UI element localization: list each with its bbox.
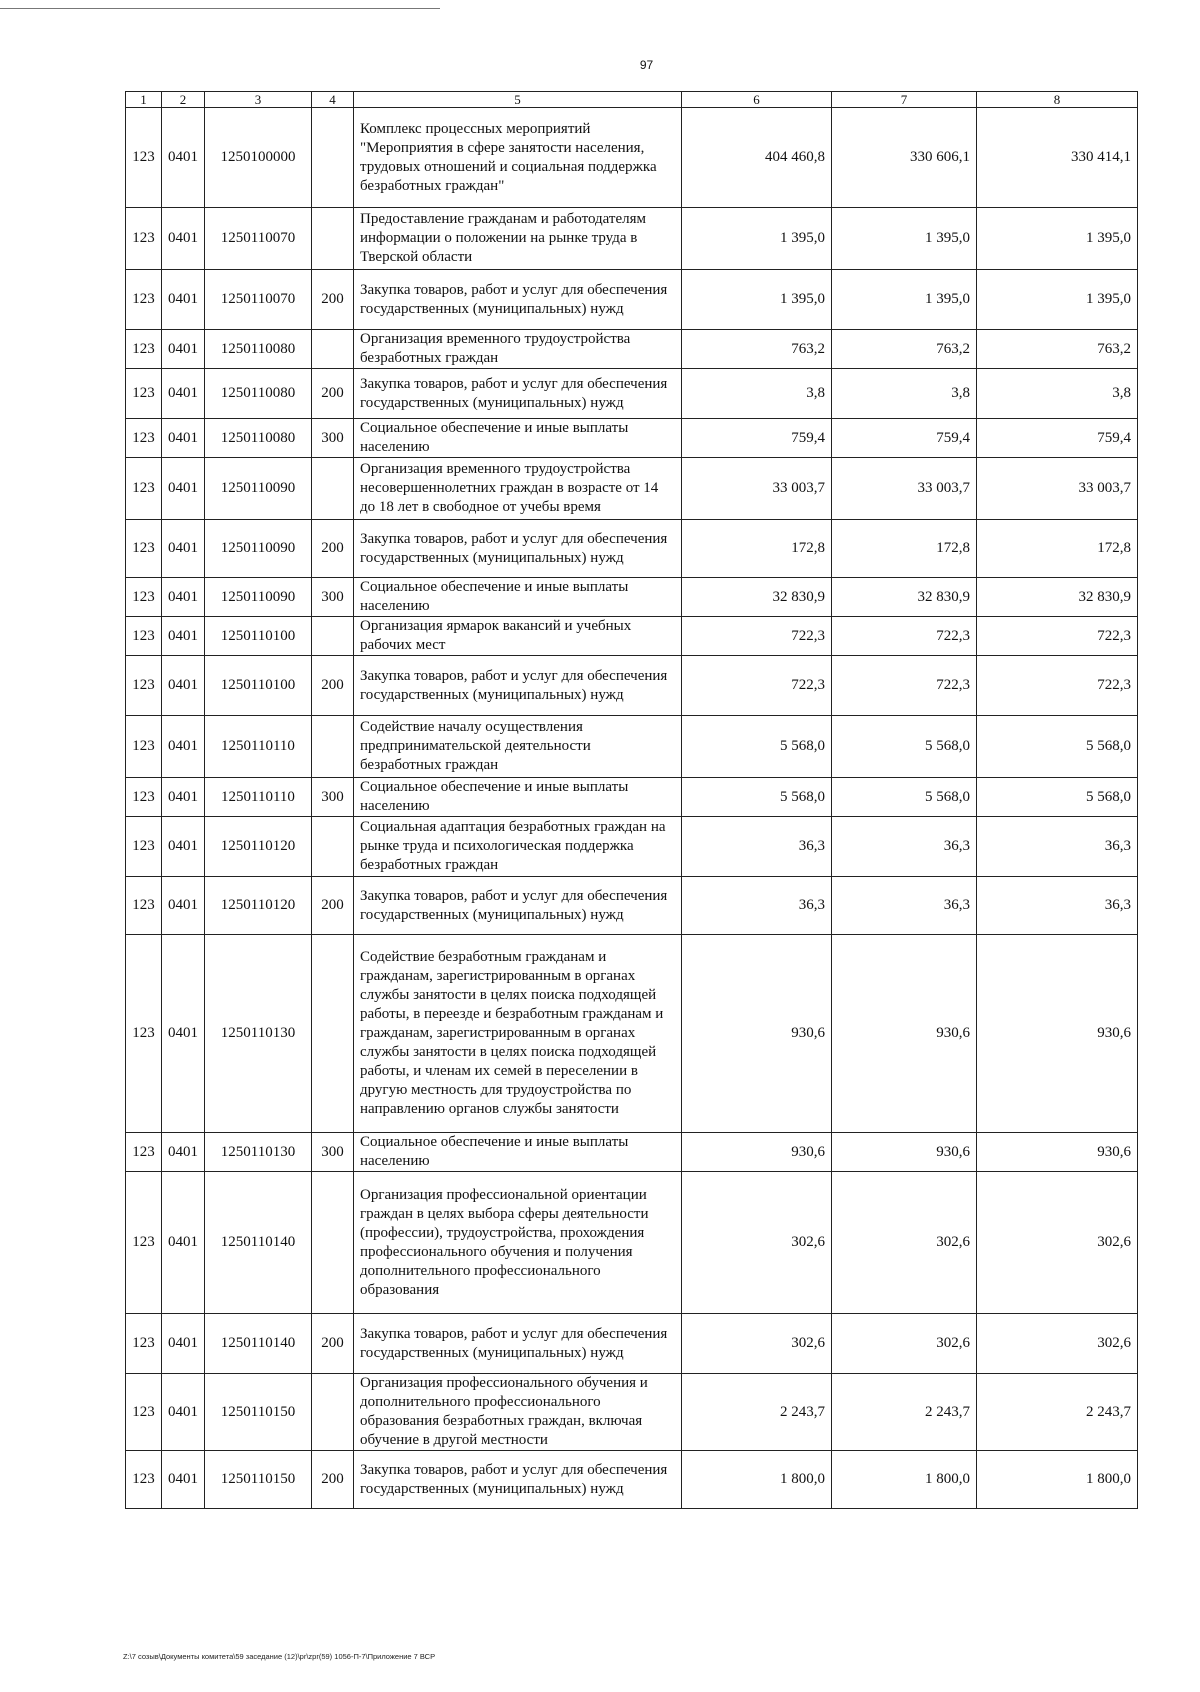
amount-col7-cell: 763,2 bbox=[832, 330, 977, 369]
section-code-cell: 0401 bbox=[162, 578, 205, 617]
target-article-cell: 1250110140 bbox=[205, 1314, 312, 1374]
expense-type-cell: 200 bbox=[312, 656, 354, 716]
column-header: 5 bbox=[354, 92, 682, 108]
table-row bbox=[126, 419, 1138, 458]
amount-col8-cell: 930,6 bbox=[977, 1133, 1138, 1172]
table-row bbox=[126, 1451, 1138, 1509]
table-row bbox=[126, 935, 1138, 1133]
amount-col8-cell: 5 568,0 bbox=[977, 716, 1138, 778]
amount-col7-cell: 32 830,9 bbox=[832, 578, 977, 617]
amount-col6-cell: 5 568,0 bbox=[682, 716, 832, 778]
amount-col7-cell: 302,6 bbox=[832, 1172, 977, 1314]
amount-col6-cell: 302,6 bbox=[682, 1314, 832, 1374]
amount-col8-cell: 302,6 bbox=[977, 1314, 1138, 1374]
expense-type-cell bbox=[312, 458, 354, 520]
description-cell: Социальное обеспечение и иные выплаты населению bbox=[354, 578, 682, 617]
table-row bbox=[126, 369, 1138, 419]
expense-type-cell: 200 bbox=[312, 1314, 354, 1374]
description-cell: Закупка товаров, работ и услуг для обеспечения государственных (муниципальных) нужд bbox=[354, 1451, 682, 1509]
amount-col8-cell: 36,3 bbox=[977, 877, 1138, 935]
target-article-cell: 1250110110 bbox=[205, 778, 312, 817]
table-row bbox=[126, 778, 1138, 817]
column-header: 6 bbox=[682, 92, 832, 108]
description-cell: Социальное обеспечение и иные выплаты населению bbox=[354, 419, 682, 458]
amount-col6-cell: 172,8 bbox=[682, 520, 832, 578]
code-cell: 123 bbox=[126, 1172, 162, 1314]
expense-type-cell: 300 bbox=[312, 1133, 354, 1172]
expense-type-cell: 200 bbox=[312, 1451, 354, 1509]
amount-col6-cell: 302,6 bbox=[682, 1172, 832, 1314]
table-row bbox=[126, 520, 1138, 578]
amount-col8-cell: 1 395,0 bbox=[977, 270, 1138, 330]
expense-type-cell bbox=[312, 208, 354, 270]
target-article-cell: 1250110080 bbox=[205, 369, 312, 419]
column-header: 2 bbox=[162, 92, 205, 108]
section-code-cell: 0401 bbox=[162, 520, 205, 578]
table-row bbox=[126, 270, 1138, 330]
target-article-cell: 1250100000 bbox=[205, 108, 312, 208]
amount-col6-cell: 36,3 bbox=[682, 877, 832, 935]
code-cell: 123 bbox=[126, 578, 162, 617]
code-cell: 123 bbox=[126, 1314, 162, 1374]
target-article-cell: 1250110080 bbox=[205, 419, 312, 458]
code-cell: 123 bbox=[126, 330, 162, 369]
section-code-cell: 0401 bbox=[162, 1314, 205, 1374]
code-cell: 123 bbox=[126, 778, 162, 817]
amount-col6-cell: 2 243,7 bbox=[682, 1374, 832, 1451]
amount-col6-cell: 759,4 bbox=[682, 419, 832, 458]
amount-col8-cell: 36,3 bbox=[977, 817, 1138, 877]
description-cell: Социальное обеспечение и иные выплаты населению bbox=[354, 778, 682, 817]
description-cell: Содействие началу осуществления предпринимательской деятельности безработных граждан bbox=[354, 716, 682, 778]
amount-col7-cell: 930,6 bbox=[832, 935, 977, 1133]
section-code-cell: 0401 bbox=[162, 716, 205, 778]
expense-type-cell bbox=[312, 1374, 354, 1451]
target-article-cell: 1250110130 bbox=[205, 935, 312, 1133]
table-row bbox=[126, 578, 1138, 617]
amount-col7-cell: 759,4 bbox=[832, 419, 977, 458]
table-row bbox=[126, 817, 1138, 877]
code-cell: 123 bbox=[126, 369, 162, 419]
amount-col8-cell: 722,3 bbox=[977, 617, 1138, 656]
table-row bbox=[126, 1374, 1138, 1451]
amount-col6-cell: 763,2 bbox=[682, 330, 832, 369]
table-row bbox=[126, 617, 1138, 656]
amount-col6-cell: 1 395,0 bbox=[682, 208, 832, 270]
amount-col8-cell: 722,3 bbox=[977, 656, 1138, 716]
amount-col6-cell: 5 568,0 bbox=[682, 778, 832, 817]
description-cell: Содействие безработным гражданам и гражданам, зарегистрированным в органах службы занятости в целях поиска подходящей работы, в переезде и безработным гражданам и гражданам, зарегистрированным в органах службы занятости в целях поиска подходящей работы, и членам их семей в переселении в другую местность для трудоустройства по направлению органов службы занятости bbox=[354, 935, 682, 1133]
amount-col7-cell: 33 003,7 bbox=[832, 458, 977, 520]
target-article-cell: 1250110100 bbox=[205, 656, 312, 716]
section-code-cell: 0401 bbox=[162, 935, 205, 1133]
column-number-row bbox=[126, 92, 1138, 108]
section-code-cell: 0401 bbox=[162, 270, 205, 330]
amount-col8-cell: 33 003,7 bbox=[977, 458, 1138, 520]
amount-col7-cell: 36,3 bbox=[832, 817, 977, 877]
table-row bbox=[126, 656, 1138, 716]
section-code-cell: 0401 bbox=[162, 1451, 205, 1509]
description-cell: Организация временного трудоустройства безработных граждан bbox=[354, 330, 682, 369]
amount-col6-cell: 930,6 bbox=[682, 1133, 832, 1172]
amount-col6-cell: 722,3 bbox=[682, 617, 832, 656]
file-path-footer: Z:\7 созыв\Документы комитета\59 заседание (12)\pr\zpr(59) 1056-П-7\Приложение 7 ВСР bbox=[123, 1652, 436, 1661]
expense-type-cell bbox=[312, 617, 354, 656]
amount-col8-cell: 172,8 bbox=[977, 520, 1138, 578]
expense-type-cell bbox=[312, 330, 354, 369]
section-code-cell: 0401 bbox=[162, 458, 205, 520]
target-article-cell: 1250110150 bbox=[205, 1451, 312, 1509]
description-cell: Организация профессионального обучения и дополнительного профессионального образования безработных граждан, включая обучение в другой местности bbox=[354, 1374, 682, 1451]
target-article-cell: 1250110070 bbox=[205, 270, 312, 330]
expense-type-cell: 300 bbox=[312, 419, 354, 458]
code-cell: 123 bbox=[126, 877, 162, 935]
amount-col7-cell: 1 395,0 bbox=[832, 208, 977, 270]
expense-type-cell: 300 bbox=[312, 578, 354, 617]
table-row bbox=[126, 330, 1138, 369]
description-cell: Закупка товаров, работ и услуг для обеспечения государственных (муниципальных) нужд bbox=[354, 369, 682, 419]
target-article-cell: 1250110080 bbox=[205, 330, 312, 369]
column-header: 1 bbox=[126, 92, 162, 108]
target-article-cell: 1250110130 bbox=[205, 1133, 312, 1172]
amount-col8-cell: 2 243,7 bbox=[977, 1374, 1138, 1451]
amount-col8-cell: 302,6 bbox=[977, 1172, 1138, 1314]
amount-col8-cell: 763,2 bbox=[977, 330, 1138, 369]
section-code-cell: 0401 bbox=[162, 1374, 205, 1451]
amount-col7-cell: 5 568,0 bbox=[832, 778, 977, 817]
target-article-cell: 1250110120 bbox=[205, 817, 312, 877]
code-cell: 123 bbox=[126, 716, 162, 778]
target-article-cell: 1250110090 bbox=[205, 578, 312, 617]
code-cell: 123 bbox=[126, 1374, 162, 1451]
code-cell: 123 bbox=[126, 419, 162, 458]
section-code-cell: 0401 bbox=[162, 108, 205, 208]
amount-col7-cell: 3,8 bbox=[832, 369, 977, 419]
amount-col6-cell: 32 830,9 bbox=[682, 578, 832, 617]
target-article-cell: 1250110090 bbox=[205, 458, 312, 520]
amount-col8-cell: 5 568,0 bbox=[977, 778, 1138, 817]
amount-col6-cell: 36,3 bbox=[682, 817, 832, 877]
description-cell: Закупка товаров, работ и услуг для обеспечения государственных (муниципальных) нужд bbox=[354, 520, 682, 578]
expense-type-cell: 200 bbox=[312, 270, 354, 330]
target-article-cell: 1250110090 bbox=[205, 520, 312, 578]
code-cell: 123 bbox=[126, 208, 162, 270]
expense-type-cell bbox=[312, 716, 354, 778]
amount-col7-cell: 1 800,0 bbox=[832, 1451, 977, 1509]
target-article-cell: 1250110070 bbox=[205, 208, 312, 270]
description-cell: Организация ярмарок вакансий и учебных рабочих мест bbox=[354, 617, 682, 656]
code-cell: 123 bbox=[126, 1451, 162, 1509]
section-code-cell: 0401 bbox=[162, 208, 205, 270]
description-cell: Организация профессиональной ориентации граждан в целях выбора сферы деятельности (профессии), трудоустройства, прохождения профессионального обучения и получения дополнительного профессионального образования bbox=[354, 1172, 682, 1314]
target-article-cell: 1250110120 bbox=[205, 877, 312, 935]
expense-type-cell bbox=[312, 817, 354, 877]
column-header: 7 bbox=[832, 92, 977, 108]
description-cell: Закупка товаров, работ и услуг для обеспечения государственных (муниципальных) нужд bbox=[354, 877, 682, 935]
amount-col7-cell: 1 395,0 bbox=[832, 270, 977, 330]
amount-col8-cell: 759,4 bbox=[977, 419, 1138, 458]
column-header: 3 bbox=[205, 92, 312, 108]
target-article-cell: 1250110100 bbox=[205, 617, 312, 656]
amount-col7-cell: 172,8 bbox=[832, 520, 977, 578]
code-cell: 123 bbox=[126, 656, 162, 716]
target-article-cell: 1250110110 bbox=[205, 716, 312, 778]
table-row bbox=[126, 1172, 1138, 1314]
amount-col8-cell: 930,6 bbox=[977, 935, 1138, 1133]
target-article-cell: 1250110140 bbox=[205, 1172, 312, 1314]
amount-col6-cell: 1 800,0 bbox=[682, 1451, 832, 1509]
top-rule bbox=[0, 8, 440, 9]
expense-type-cell bbox=[312, 935, 354, 1133]
section-code-cell: 0401 bbox=[162, 330, 205, 369]
amount-col6-cell: 930,6 bbox=[682, 935, 832, 1133]
amount-col8-cell: 32 830,9 bbox=[977, 578, 1138, 617]
table-row bbox=[126, 1133, 1138, 1172]
expense-type-cell: 200 bbox=[312, 369, 354, 419]
code-cell: 123 bbox=[126, 935, 162, 1133]
amount-col7-cell: 2 243,7 bbox=[832, 1374, 977, 1451]
code-cell: 123 bbox=[126, 617, 162, 656]
amount-col7-cell: 930,6 bbox=[832, 1133, 977, 1172]
table-row bbox=[126, 1314, 1138, 1374]
amount-col8-cell: 1 800,0 bbox=[977, 1451, 1138, 1509]
description-cell: Социальная адаптация безработных граждан на рынке труда и психологическая поддержка безработных граждан bbox=[354, 817, 682, 877]
amount-col7-cell: 36,3 bbox=[832, 877, 977, 935]
column-header: 8 bbox=[977, 92, 1138, 108]
code-cell: 123 bbox=[126, 1133, 162, 1172]
expense-type-cell: 200 bbox=[312, 877, 354, 935]
table-row bbox=[126, 208, 1138, 270]
expense-type-cell bbox=[312, 108, 354, 208]
target-article-cell: 1250110150 bbox=[205, 1374, 312, 1451]
amount-col6-cell: 404 460,8 bbox=[682, 108, 832, 208]
section-code-cell: 0401 bbox=[162, 369, 205, 419]
amount-col7-cell: 722,3 bbox=[832, 617, 977, 656]
amount-col6-cell: 1 395,0 bbox=[682, 270, 832, 330]
amount-col7-cell: 5 568,0 bbox=[832, 716, 977, 778]
amount-col6-cell: 33 003,7 bbox=[682, 458, 832, 520]
amount-col7-cell: 722,3 bbox=[832, 656, 977, 716]
table-row bbox=[126, 458, 1138, 520]
amount-col6-cell: 722,3 bbox=[682, 656, 832, 716]
section-code-cell: 0401 bbox=[162, 817, 205, 877]
amount-col8-cell: 1 395,0 bbox=[977, 208, 1138, 270]
section-code-cell: 0401 bbox=[162, 419, 205, 458]
code-cell: 123 bbox=[126, 520, 162, 578]
code-cell: 123 bbox=[126, 108, 162, 208]
description-cell: Комплекс процессных мероприятий "Мероприятия в сфере занятости населения, трудовых отношений и социальная поддержка безработных граждан" bbox=[354, 108, 682, 208]
amount-col8-cell: 3,8 bbox=[977, 369, 1138, 419]
description-cell: Закупка товаров, работ и услуг для обеспечения государственных (муниципальных) нужд bbox=[354, 1314, 682, 1374]
description-cell: Организация временного трудоустройства несовершеннолетних граждан в возрасте от 14 до 18 лет в свободное от учебы время bbox=[354, 458, 682, 520]
description-cell: Закупка товаров, работ и услуг для обеспечения государственных (муниципальных) нужд bbox=[354, 270, 682, 330]
code-cell: 123 bbox=[126, 270, 162, 330]
section-code-cell: 0401 bbox=[162, 1172, 205, 1314]
section-code-cell: 0401 bbox=[162, 778, 205, 817]
column-header: 4 bbox=[312, 92, 354, 108]
table-row bbox=[126, 716, 1138, 778]
section-code-cell: 0401 bbox=[162, 617, 205, 656]
expense-type-cell bbox=[312, 1172, 354, 1314]
description-cell: Предоставление гражданам и работодателям информации о положении на рынке труда в Тверской области bbox=[354, 208, 682, 270]
amount-col6-cell: 3,8 bbox=[682, 369, 832, 419]
description-cell: Социальное обеспечение и иные выплаты населению bbox=[354, 1133, 682, 1172]
section-code-cell: 0401 bbox=[162, 1133, 205, 1172]
section-code-cell: 0401 bbox=[162, 656, 205, 716]
description-cell: Закупка товаров, работ и услуг для обеспечения государственных (муниципальных) нужд bbox=[354, 656, 682, 716]
section-code-cell: 0401 bbox=[162, 877, 205, 935]
code-cell: 123 bbox=[126, 458, 162, 520]
table-row bbox=[126, 877, 1138, 935]
page-number: 97 bbox=[639, 58, 654, 72]
expense-type-cell: 300 bbox=[312, 778, 354, 817]
amount-col7-cell: 302,6 bbox=[832, 1314, 977, 1374]
code-cell: 123 bbox=[126, 817, 162, 877]
table-row bbox=[126, 108, 1138, 208]
amount-col8-cell: 330 414,1 bbox=[977, 108, 1138, 208]
budget-table bbox=[125, 91, 1138, 1509]
amount-col7-cell: 330 606,1 bbox=[832, 108, 977, 208]
expense-type-cell: 200 bbox=[312, 520, 354, 578]
